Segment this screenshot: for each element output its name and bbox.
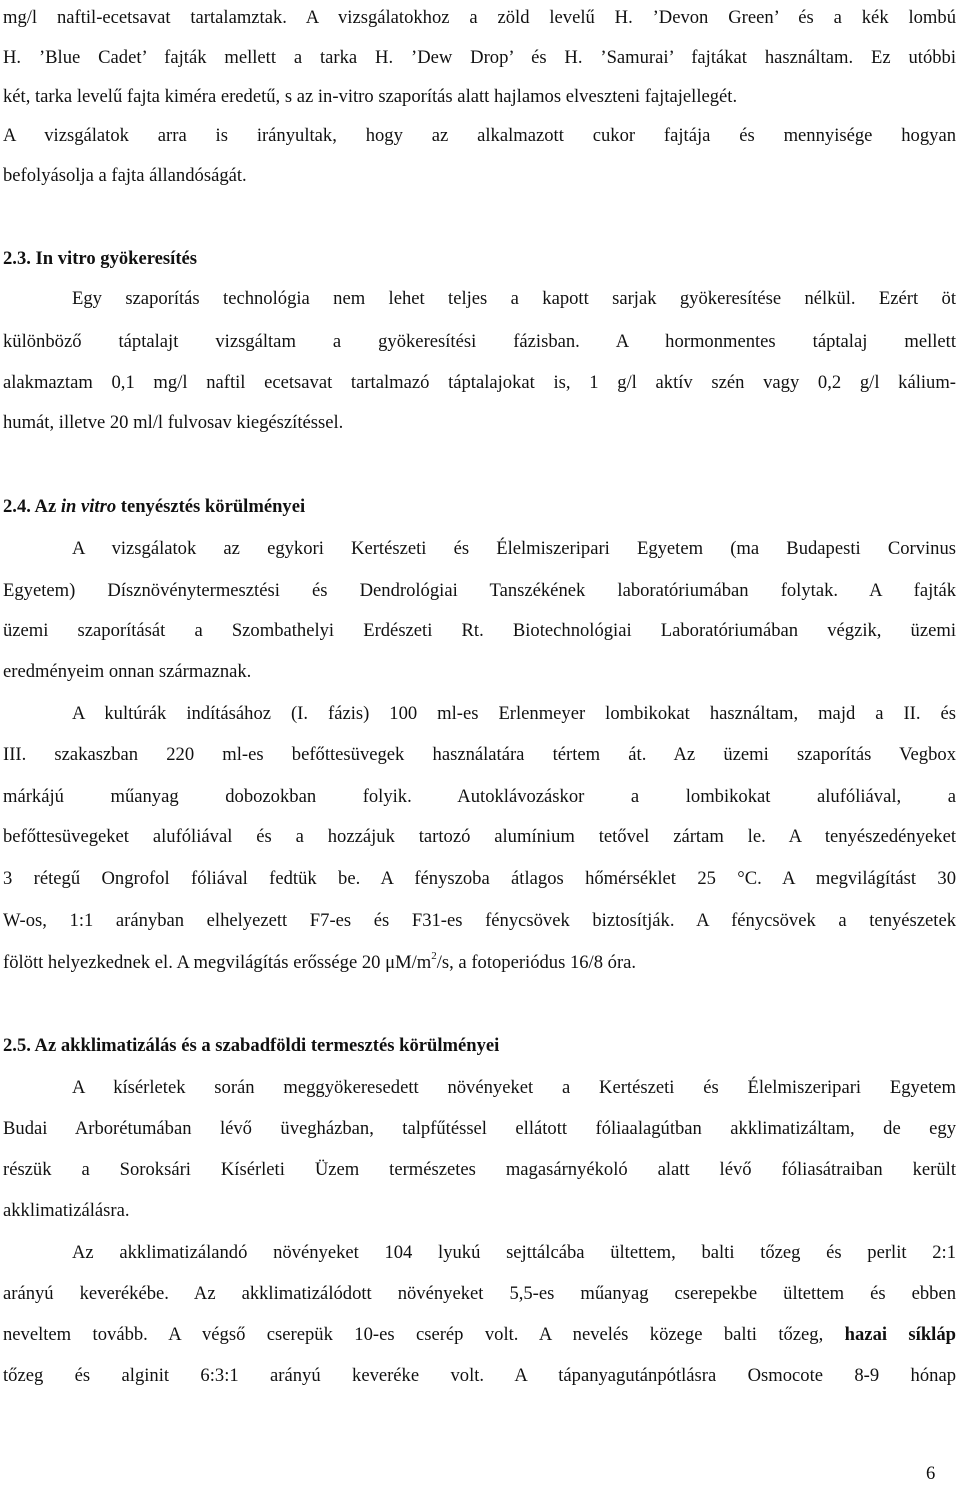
text-line: A vizsgálatok arra is irányultak, hogy az alkalmazott cukor fajtája és mennyisége hogyan — [3, 125, 956, 146]
heading-text: 2.4. Az in vitro tenyésztés körülményei — [3, 496, 306, 517]
superscript: 2 — [431, 949, 437, 962]
text-line: két, tarka levelű fajta kiméra eredetű, s az in-vitro szaporítás alatt hajlamos elveszteni fajtajellegét. — [3, 86, 738, 107]
text-line: akklimatizálásra. — [3, 1200, 130, 1221]
text-line: III. szakaszban 220 ml-es befőttesüvegek használatára tértem át. Az üzemi szaporítás Vegbox — [3, 744, 956, 765]
bold-text-segment: hazai síkláp — [844, 1324, 956, 1345]
text-line: eredményeim onnan származnak. — [3, 661, 252, 682]
text-line: tőzeg és alginit 6:3:1 arányú keveréke volt. A tápanyagutánpótlásra Osmocote 8-9 hónap — [3, 1365, 956, 1386]
section-heading-2-4 — [3, 498, 956, 520]
text-line: befolyásolja a fajta állandóságát. — [3, 165, 247, 186]
text-line: mg/l naftil-ecetsavat tartalamztak. A vizsgálatokhoz a zöld levelű H. ’Devon Green’ és a kék lombú — [3, 7, 956, 28]
text-line: humát, illetve 20 ml/l fulvosav kiegészítéssel. — [3, 412, 344, 433]
text-line: A kultúrák indításához (I. fázis) 100 ml-es Erlenmeyer lombikokat használtam, majd a II. és — [72, 703, 956, 724]
text-line: H. ’Blue Cadet’ fajták mellett a tarka H. ’Dew Drop’ és H. ’Samurai’ fajtákat használtam. Ez utóbbi — [3, 47, 956, 68]
text-line: márkájú műanyag dobozokban folyik. Autoklávozáskor a lombikokat alufóliával, a — [3, 786, 956, 807]
text-segment: fölött helyezkednek el. A megvilágítás erőssége 20 μM/m — [3, 952, 432, 973]
text-line: alakmaztam 0,1 mg/l naftil ecetsavat tartalmazó táptalajokat is, 1 g/l aktív szén vagy 0,2 g/l kálium- — [3, 372, 956, 393]
section-heading-2-3: 2.3. In vitro gyökeresítés — [3, 248, 198, 269]
text-line: különböző táptalajt vizsgáltam a gyökeresítési fázisban. A hormonmentes táptalaj mellett — [3, 331, 956, 352]
text-line: üzemi szaporítását a Szombathelyi Erdészeti Rt. Biotechnológiai Laboratóriumában végzik, üzemi — [3, 620, 956, 641]
text-line: Egyetem) Dísznövénytermesztési és Dendrológiai Tanszékének laboratóriumában folytak. A fajták — [3, 580, 956, 601]
text-line: A kísérletek során meggyökeresedett növényeket a Kertészeti és Élelmiszeripari Egyetem — [72, 1077, 956, 1098]
page-number: 6 — [926, 1463, 936, 1484]
text-line: Budai Arborétumában lévő üvegházban, talpfűtéssel ellátott fóliaalagútban akklimatizáltam, de egy — [3, 1118, 956, 1139]
text-line: Egy szaporítás technológia nem lehet teljes a kapott sarjak gyökeresítése nélkül. Ezért öt — [72, 288, 956, 309]
text-segment: neveltem tovább. A végső cserepük 10-es cserép volt. A nevelés közege balti tőzeg, — [3, 1324, 824, 1345]
text-line — [3, 1326, 956, 1348]
text-line: arányú keverékébe. Az akklimatizálódott növényeket 5,5-es műanyag cserepekbe ültettem és ebben — [3, 1283, 956, 1304]
text-line: A vizsgálatok az egykori Kertészeti és Élelmiszeripari Egyetem (ma Budapesti Corvinus — [72, 538, 956, 559]
text-line: befőttesüvegeket alufóliával és a hozzájuk tartozó alumínium tetővel zártam le. A tenyészedényeket — [3, 826, 956, 847]
text-line: W-os, 1:1 arányban elhelyezett F7-es és F31-es fénycsövek biztosítják. A fénycsövek a tenyészetek — [3, 910, 956, 931]
section-heading-2-5: 2.5. Az akklimatizálás és a szabadföldi termesztés körülményei — [3, 1035, 500, 1056]
text-line: 3 rétegű Ongrofol fóliával fedtük be. A fényszoba átlagos hőmérséklet 25 °C. A megvilágítást 30 — [3, 868, 956, 889]
text-segment: /s, a fotoperiódus 16/8 óra. — [436, 952, 637, 973]
text-line: Az akklimatizálandó növényeket 104 lyukú sejttálcába ültettem, balti tőzeg és perlit 2:1 — [72, 1242, 956, 1263]
text-line — [3, 949, 956, 976]
text-line: részük a Soroksári Kísérleti Üzem természetes magasárnyékoló alatt lévő fóliasátraiban került — [3, 1159, 956, 1180]
